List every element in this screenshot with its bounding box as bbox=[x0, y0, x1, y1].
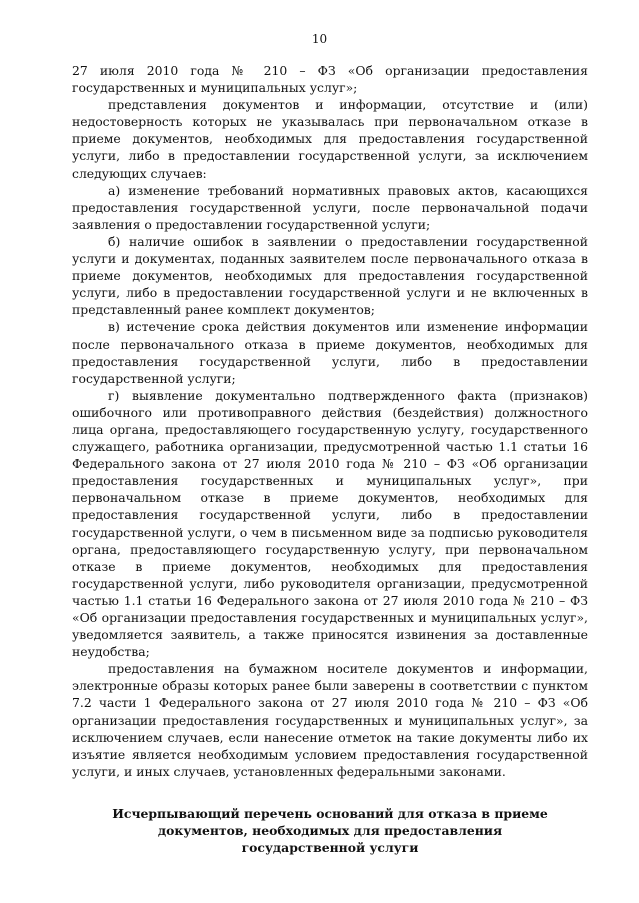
section-heading-line-2: документов, необходимых для предоставления bbox=[157, 823, 503, 839]
paragraph-paper-documents: предоставления на бумажном носителе документов и информации, электронные образы которых ранее были заверены в соответствии с пунктом 7.2 части 1 Федерального закона от 27 июля 2010 года № 210 – ФЗ «Об организации предоставления государственных и муниципальных услуг», за исключением случаев, если нанесение отметок на такие документы либо их изъятие является необходимым условием предоставления государственной услуги, и иных случаев, установленных федеральными законами. bbox=[72, 661, 588, 779]
section-heading-line-1: Исчерпывающий перечень оснований для отказа в приеме bbox=[112, 805, 548, 821]
paragraph-law-reference: 27 июля 2010 года № 210 – ФЗ «Об организации предоставления государственных и муниципальных услуг»; bbox=[72, 63, 588, 96]
paragraph-case-g: г) выявление документально подтвержденного факта (признаков) ошибочного или противоправного действия (бездействия) должностного лица органа, предоставляющего государственную услугу, государственного служащего, работника организации, предусмотренной частью 1.1 статьи 16 Федерального закона от 27 июля 2010 года № 210 – ФЗ «Об организации предоставления государственных и муниципальных услуг», при первоначальном отказе в приеме документов, необходимых для предоставления государственной услуги, либо в предоставлении государственной услуги, о чем в письменном виде за подписью руководителя органа, предоставляющего государственную услугу, при первоначальном отказе в приеме документов, необходимых для предоставления государственной услуги, либо руководителя организации, предусмотренной частью 1.1 статьи 16 Федерального закона от 27 июля 2010 года № 210 – ФЗ «Об организации предоставления государственных и муниципальных услуг», уведомляется заявитель, а также приносятся извинения за доставленные неудобства; bbox=[72, 387, 588, 660]
section-heading-line-3: государственной услуги bbox=[241, 840, 419, 856]
document-body bbox=[72, 62, 588, 856]
paragraph-case-a: а) изменение требований нормативных правовых актов, касающихся предоставления государственной услуги, после первоначальной подачи заявления о предоставлении государственной услуги; bbox=[72, 182, 588, 232]
paragraph-case-b: б) наличие ошибок в заявлении о предоставлении государственной услуги и документах, поданных заявителем после первоначального отказа в приеме документов, необходимых для предоставления государственной услуги, либо в предоставлении государственной услуги и не включенных в представленный ранее комплект документов; bbox=[72, 233, 588, 318]
page-number: 10 bbox=[311, 32, 328, 46]
paragraph-documents-not-specified: представления документов и информации, отсутствие и (или) недостоверность которых не указывалась при первоначальном отказе в приеме документов, необходимых для предоставления государственной услуги, либо в предоставлении государственной услуги, за исключением следующих случаев: bbox=[72, 97, 588, 181]
section-heading bbox=[72, 805, 588, 856]
paragraph-case-v: в) истечение срока действия документов или изменение информации после первоначального отказа в приеме документов, необходимых для предоставления государственной услуги, либо в предоставлении государственной услуги; bbox=[72, 319, 588, 386]
